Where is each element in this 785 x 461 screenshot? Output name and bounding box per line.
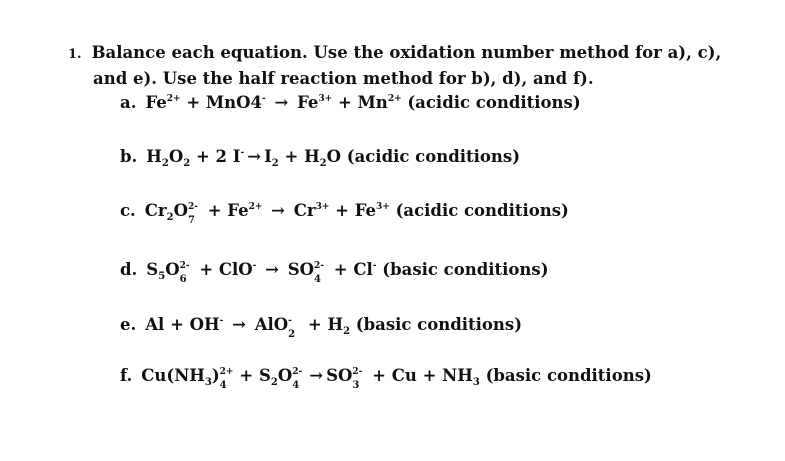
subscript: 7 [187,215,195,226]
subscript: 3 [472,377,480,388]
charge: 3+ [318,94,333,104]
species: ) [211,366,220,385]
species: Fe [145,93,167,112]
subscript: 2 [319,158,327,169]
species: Cr [144,201,167,220]
species: Fe [227,201,249,220]
reaction-arrow-icon: → [232,315,246,334]
species: Cr [293,201,316,220]
plus-sign: + [284,147,299,166]
plus-sign: + [170,315,184,334]
reaction-arrow-icon: → [271,201,285,220]
charge: - [262,94,266,104]
species: SO [287,260,315,279]
species: H [146,147,162,166]
charge: - [219,316,224,326]
species: MnO4 [205,93,263,112]
subscript: 3 [204,377,212,388]
equation-label: d. [120,260,138,279]
charge: - [288,316,292,326]
charge: 2- [179,261,190,271]
species: H [304,147,320,166]
reaction-arrow-icon: → [309,366,324,385]
species: SO [326,366,353,385]
plus-sign: + [307,315,322,334]
species: I [232,147,241,166]
subscript: 2 [343,326,351,337]
charge: 2+ [166,94,181,104]
condition: (basic conditions) [485,366,652,385]
species: Fe [354,201,377,220]
sub-sup-stack [187,202,202,226]
subscript: 4 [219,380,227,391]
condition: (acidic conditions) [407,93,581,112]
charge: 2+ [248,202,263,212]
equation-a [120,93,581,113]
species: Al [145,315,165,334]
species: O [173,201,188,220]
charge: - [252,261,257,271]
equation-d [120,260,549,285]
subscript: 4 [314,274,322,285]
equation-b [120,147,520,167]
reaction-arrow-icon: → [247,147,262,166]
subscript: 3 [352,380,360,391]
charge: 2- [292,367,303,377]
species: O [277,366,293,385]
charge: - [240,148,245,158]
equation-f [120,366,652,391]
subscript: 4 [292,380,300,391]
sub-sup-stack [179,261,194,285]
species: NH [442,366,473,385]
equation-label: b. [120,147,138,166]
reaction-arrow-icon: → [265,260,279,279]
question-line-2: and e). Use the half reaction method for b), d), and f). [93,69,594,88]
species: H [327,315,344,334]
subscript: 6 [179,274,187,285]
sub-sup-stack [219,367,234,391]
plus-sign: + [239,366,254,385]
condition: (basic conditions) [382,260,549,279]
species: Cu(NH [141,366,205,385]
sub-sup-stack [292,367,306,391]
equation-c [120,201,569,226]
species: OH [189,315,220,334]
subscript: 2 [166,212,174,223]
charge: 2- [352,367,363,377]
subscript: 2 [183,158,191,169]
condition: (acidic conditions) [346,147,521,166]
question-number: 1. [68,47,82,62]
species: AlO [254,315,289,334]
plus-sign: + 2 [195,147,228,166]
species: Cl [353,260,373,279]
species: Cu [391,366,417,385]
species: Fe [297,93,319,112]
charge: 3+ [315,202,330,212]
sub-sup-stack [288,316,302,340]
charge: - [372,261,377,271]
species: I [264,147,272,166]
subscript: 2 [270,377,278,388]
species: S [258,366,271,385]
species: Mn [357,93,388,112]
reaction-arrow-icon: → [274,93,289,112]
species: S [146,260,159,279]
species: ClO [218,260,253,279]
equation-e [120,315,523,340]
subscript: 2 [271,158,279,169]
charge: 2- [187,202,198,212]
question-text-line-1: Balance each equation. Use the oxidation number method for a), c), [91,43,722,62]
species: O [326,147,342,166]
subscript: 2 [161,158,169,169]
charge: 2- [314,261,325,271]
plus-sign: + [422,366,437,385]
species: O [168,147,184,166]
charge: 3+ [376,202,390,212]
plus-sign: + [372,366,386,385]
species: O [165,260,180,279]
plus-sign: + [199,260,214,279]
subscript: 2 [288,329,296,340]
plus-sign: + [333,260,348,279]
subscript: 5 [158,271,166,282]
equation-label: f. [120,366,133,385]
plus-sign: + [186,93,201,112]
condition: (basic conditions) [355,315,523,334]
equation-label: c. [120,201,136,220]
plus-sign: + [207,201,222,220]
plus-sign: + [335,201,349,220]
charge: 2+ [387,94,402,104]
sub-sup-stack [314,261,328,285]
equation-label: a. [120,93,137,112]
equation-label: e. [120,315,137,334]
question-line-1 [68,43,721,65]
charge: 2+ [219,367,234,377]
sub-sup-stack [352,367,366,391]
condition: (acidic conditions) [395,201,569,220]
plus-sign: + [337,93,352,112]
